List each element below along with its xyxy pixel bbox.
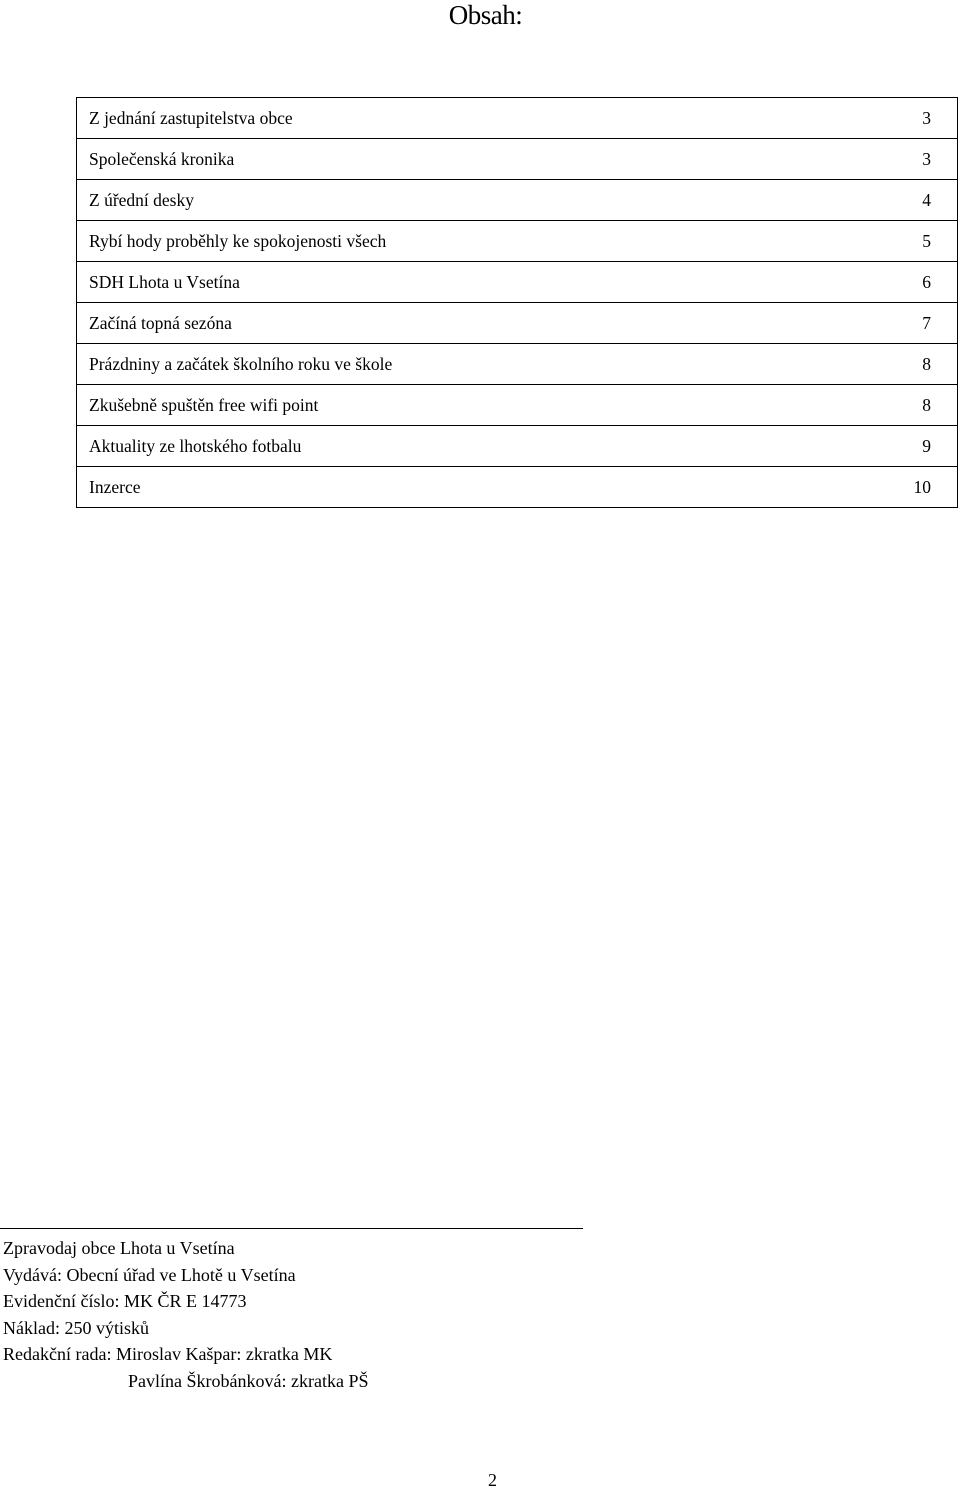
toc-title: Z úřední desky [77,180,829,221]
toc-title: Zkušebně spuštěn free wifi point [77,385,829,426]
toc-page-number: 8 [829,385,958,426]
toc-row [77,303,958,344]
imprint-print-run: Náklad: 250 výtisků [3,1317,149,1338]
toc-page-number: 3 [829,98,958,139]
toc-title: Začíná topná sezóna [77,303,829,344]
toc-row [77,139,958,180]
toc-title: Aktuality ze lhotského fotbalu [77,426,829,467]
toc-page-number: 8 [829,344,958,385]
table-of-contents [76,97,958,508]
toc-row [77,98,958,139]
toc-page-number: 4 [829,180,958,221]
imprint-newsletter-name: Zpravodaj obce Lhota u Vsetína [3,1238,235,1258]
toc-page-number: 3 [829,139,958,180]
toc-page-number: 5 [829,221,958,262]
toc-page-number: 6 [829,262,958,303]
toc-title: SDH Lhota u Vsetína [77,262,829,303]
imprint [3,1235,368,1394]
toc-title: Společenská kronika [77,139,829,180]
page-title: Obsah: [448,0,523,30]
toc-page-number: 10 [829,467,958,508]
page-number: 2 [488,1470,497,1490]
toc-title: Prázdniny a začátek školního roku ve škole [77,344,829,385]
toc-title: Rybí hody proběhly ke spokojenosti všech [77,221,829,262]
toc-row [77,180,958,221]
footer-separator-line [0,1228,583,1229]
toc-page-number: 7 [829,303,958,344]
toc-page-number: 9 [829,426,958,467]
toc-row [77,426,958,467]
imprint-editorial-board-member: Pavlína Škrobánková: zkratka PŠ [128,1370,369,1391]
toc-row [77,262,958,303]
toc-title: Inzerce [77,467,829,508]
imprint-publisher: Vydává: Obecní úřad ve Lhotě u Vsetína [3,1264,296,1285]
toc-row [77,221,958,262]
imprint-editorial-board: Redakční rada: Miroslav Kašpar: zkratka MK [3,1344,333,1364]
toc-row [77,467,958,508]
toc-row [77,385,958,426]
imprint-registration-number: Evidenční číslo: MK ČR E 14773 [3,1291,247,1311]
toc-title: Z jednání zastupitelstva obce [77,98,829,139]
toc-row [77,344,958,385]
